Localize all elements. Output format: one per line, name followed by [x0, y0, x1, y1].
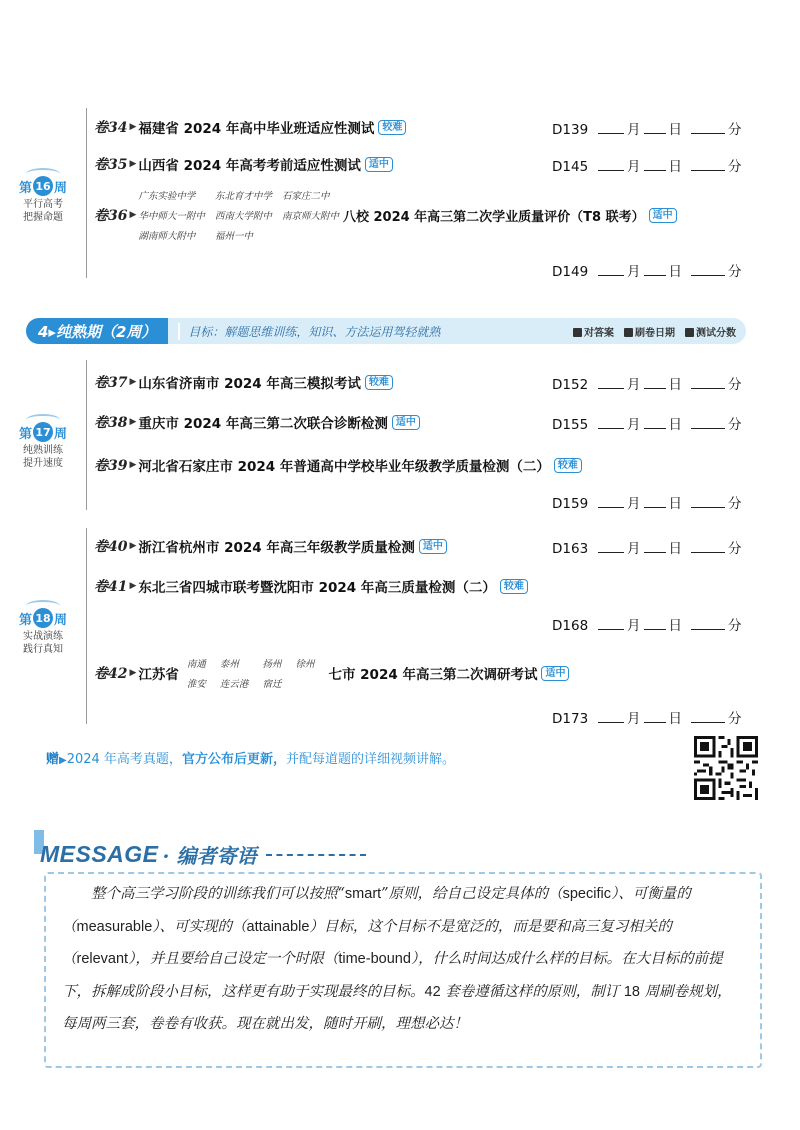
- dashed-divider: [266, 854, 366, 856]
- day-blank: [644, 616, 666, 630]
- paper-number: 卷42: [94, 666, 128, 682]
- qr-code-icon[interactable]: [694, 736, 758, 800]
- week-18-label: 第 18 周: [12, 608, 74, 628]
- phase-goal: 目标：解题思维训练，知识、方法运用驾轻就熟: [178, 323, 440, 340]
- score-blank: [691, 616, 725, 630]
- answer-page-row-40: D163 月 日 分: [552, 541, 742, 557]
- school-name: 南京师大附中: [281, 211, 339, 222]
- score-blank: [691, 415, 725, 429]
- week-number-badge: 16: [33, 176, 53, 196]
- month-blank: [598, 120, 624, 134]
- city-name: 南通: [186, 659, 206, 670]
- school-name: 华中师大一附中: [138, 211, 205, 222]
- school-name: 广东实验中学: [138, 191, 196, 202]
- week-number-badge: 17: [33, 422, 53, 442]
- day-blank: [644, 709, 666, 723]
- week-16-label: 第 16 周: [12, 176, 74, 196]
- answer-page-row-34: D139 月 日 分: [552, 122, 742, 138]
- day-blank: [644, 415, 666, 429]
- week-16-tag: [12, 168, 74, 224]
- answer-page-row-37: D152 月 日 分: [552, 377, 742, 393]
- check-answers-tool: 对答案: [573, 324, 614, 339]
- city-name: 宿迁: [262, 679, 282, 690]
- pencil-icon: [573, 328, 582, 337]
- divider-line: [86, 528, 87, 724]
- week-17-label: 第 17 周: [12, 422, 74, 442]
- paper-row-36: [94, 188, 677, 242]
- paper-title: 河北省石家庄市 2024 年普通高中学校毕业年级教学质量检测（二）: [138, 459, 550, 475]
- month-blank: [598, 539, 624, 553]
- paper-number: 卷34: [94, 120, 128, 136]
- calendar-icon: [624, 328, 633, 337]
- answer-page-code: D145: [552, 159, 589, 175]
- message-header: [40, 840, 366, 869]
- score-blank: [691, 494, 725, 508]
- difficulty-badge: 较难: [554, 458, 582, 473]
- difficulty-badge: 适中: [541, 666, 569, 681]
- answer-page-row-39: D159 月 日 分: [552, 496, 742, 512]
- paper-number: 卷36: [94, 208, 128, 224]
- school-name: 东北育才中学: [214, 191, 272, 202]
- arrow-icon: ▶: [129, 159, 137, 169]
- arrow-icon: ▶: [129, 417, 137, 427]
- paper-title: 八校 2024 年高三第二次学业质量评价（T8 联考）: [342, 209, 645, 225]
- paper-row-38: [94, 412, 420, 432]
- paper-title: 浙江省杭州市 2024 年高三年级教学质量检测: [138, 540, 415, 556]
- day-blank: [644, 539, 666, 553]
- paper-title: 福建省 2024 年高中毕业班适应性测试: [138, 121, 375, 137]
- phase-tools: [573, 324, 736, 339]
- month-blank: [598, 375, 624, 389]
- month-blank: [598, 616, 624, 630]
- arrow-icon: ▶: [129, 581, 137, 591]
- city-name: 扬州: [262, 659, 282, 670]
- paper-title: 七市 2024 年高三第二次调研考试: [328, 667, 538, 683]
- answer-page-row-41: D168 月 日 分: [552, 618, 742, 634]
- paper-row-39: [94, 455, 582, 475]
- school-name: [282, 228, 339, 242]
- week-18-desc: 实战演练 践行真知: [23, 631, 63, 655]
- answer-page-row-35: D145 月 日 分: [552, 159, 742, 175]
- difficulty-badge: 适中: [365, 157, 393, 172]
- difficulty-badge: 较难: [500, 579, 528, 594]
- answer-page-code: D173: [552, 711, 589, 727]
- phase-name: 4▸纯熟期（2周）: [26, 318, 168, 344]
- divider-line: [86, 360, 87, 510]
- city-name: 徐州: [295, 659, 315, 670]
- answer-page-code: D155: [552, 417, 589, 433]
- arrow-icon: ▶: [59, 755, 67, 766]
- paper-title: 山东省济南市 2024 年高三模拟考试: [138, 376, 361, 392]
- paper-number: 卷39: [94, 458, 128, 474]
- paper-row-40: [94, 536, 447, 556]
- city-list: [187, 656, 315, 690]
- score-blank: [691, 157, 725, 171]
- answer-page-code: D168: [552, 618, 589, 634]
- arrow-icon: ▶: [129, 541, 137, 551]
- month-blank: [598, 157, 624, 171]
- city-name: 连云港: [219, 679, 249, 690]
- date-tool: 刷卷日期: [624, 324, 675, 339]
- difficulty-badge: 适中: [649, 208, 677, 223]
- paper-number: 卷41: [94, 579, 128, 595]
- arrow-icon: ▶: [129, 460, 137, 470]
- answer-page-row-42: D173 月 日 分: [552, 711, 742, 727]
- paper-row-34: [94, 117, 406, 137]
- score-blank: [691, 120, 725, 134]
- week-16-desc: 平行高考 把握命题: [23, 199, 63, 223]
- month-blank: [598, 262, 624, 276]
- arrow-icon: ▶: [129, 668, 137, 678]
- school-name: 福州一中: [214, 231, 253, 242]
- day-blank: [644, 120, 666, 134]
- message-title-en: MESSAGE: [40, 841, 159, 867]
- difficulty-badge: 适中: [392, 415, 420, 430]
- difficulty-badge: 较难: [378, 120, 406, 135]
- gift-label: 赠: [46, 752, 60, 767]
- answer-page-code: D159: [552, 496, 589, 512]
- school-list: [138, 188, 339, 242]
- paper-number: 卷37: [94, 375, 128, 391]
- school-name: 石家庄二中: [281, 191, 330, 202]
- day-blank: [644, 494, 666, 508]
- city-name: 淮安: [186, 679, 206, 690]
- city-name: [295, 676, 314, 690]
- answer-page-row-36: D149 月 日 分: [552, 264, 742, 280]
- paper-prefix: 江苏省: [138, 667, 179, 683]
- difficulty-badge: 适中: [419, 539, 447, 554]
- paper-number: 卷35: [94, 157, 128, 173]
- day-blank: [644, 157, 666, 171]
- message-body: 整个高三学习阶段的训练我们可以按照“smart”原则，给自己设定具体的（specific）、可衡量的（measurable）、可实现的（attainable）目标，这个目标不是宽泛的，而是要和高三复习相关的（relevant），并且要给自己设定一个时限（time-bound），什么时间达成什么样的目标。在大目标的前提下，拆解成阶段小目标，这样更有助于实现最终的目标。42 套卷遵循这样的原则，制订 18 周刷卷规划，每周两三套，卷卷有收获。现在就出发，随时开刷，理想必达！: [62, 886, 732, 1032]
- paper-row-42: [94, 656, 569, 690]
- score-blank: [691, 539, 725, 553]
- month-blank: [598, 709, 624, 723]
- score-tool: 测试分数: [685, 324, 736, 339]
- week-18-tag: [12, 600, 74, 656]
- school-name: 西南大学附中: [214, 211, 272, 222]
- answer-page-code: D139: [552, 122, 589, 138]
- paper-row-41: [94, 576, 528, 596]
- paper-row-35: [94, 154, 393, 174]
- day-blank: [644, 262, 666, 276]
- score-blank: [691, 709, 725, 723]
- message-box: [44, 872, 762, 1068]
- answer-page-code: D152: [552, 377, 589, 393]
- difficulty-badge: 较难: [365, 375, 393, 390]
- score-icon: [685, 328, 694, 337]
- arrow-icon: ▶: [129, 210, 137, 220]
- paper-title: 重庆市 2024 年高三第二次联合诊断检测: [138, 416, 388, 432]
- school-name: 湖南师大附中: [138, 231, 196, 242]
- week-17-tag: [12, 414, 74, 470]
- paper-number: 卷40: [94, 539, 128, 555]
- month-blank: [598, 415, 624, 429]
- phase-banner: [26, 318, 746, 344]
- arrow-icon: ▶: [129, 377, 137, 387]
- score-blank: [691, 375, 725, 389]
- divider-line: [86, 108, 87, 278]
- score-blank: [691, 262, 725, 276]
- week-17-desc: 纯熟训练 提升速度: [23, 445, 63, 469]
- answer-page-code: D149: [552, 264, 589, 280]
- day-blank: [644, 375, 666, 389]
- answer-page-row-38: D155 月 日 分: [552, 417, 742, 433]
- bonus-note: 赠▶2024 年高考真题，官方公布后更新，并配每道题的详细视频讲解。: [46, 752, 455, 767]
- city-name: 泰州: [219, 659, 239, 670]
- paper-row-37: [94, 372, 393, 392]
- week-number-badge: 18: [33, 608, 53, 628]
- message-title-cn: · 编者寄语: [162, 844, 257, 868]
- paper-title: 山西省 2024 年高考考前适应性测试: [138, 158, 361, 174]
- answer-page-code: D163: [552, 541, 589, 557]
- paper-title: 东北三省四城市联考暨沈阳市 2024 年高三质量检测（二）: [138, 580, 496, 596]
- arrow-icon: ▶: [129, 122, 137, 132]
- month-blank: [598, 494, 624, 508]
- paper-number: 卷38: [94, 415, 128, 431]
